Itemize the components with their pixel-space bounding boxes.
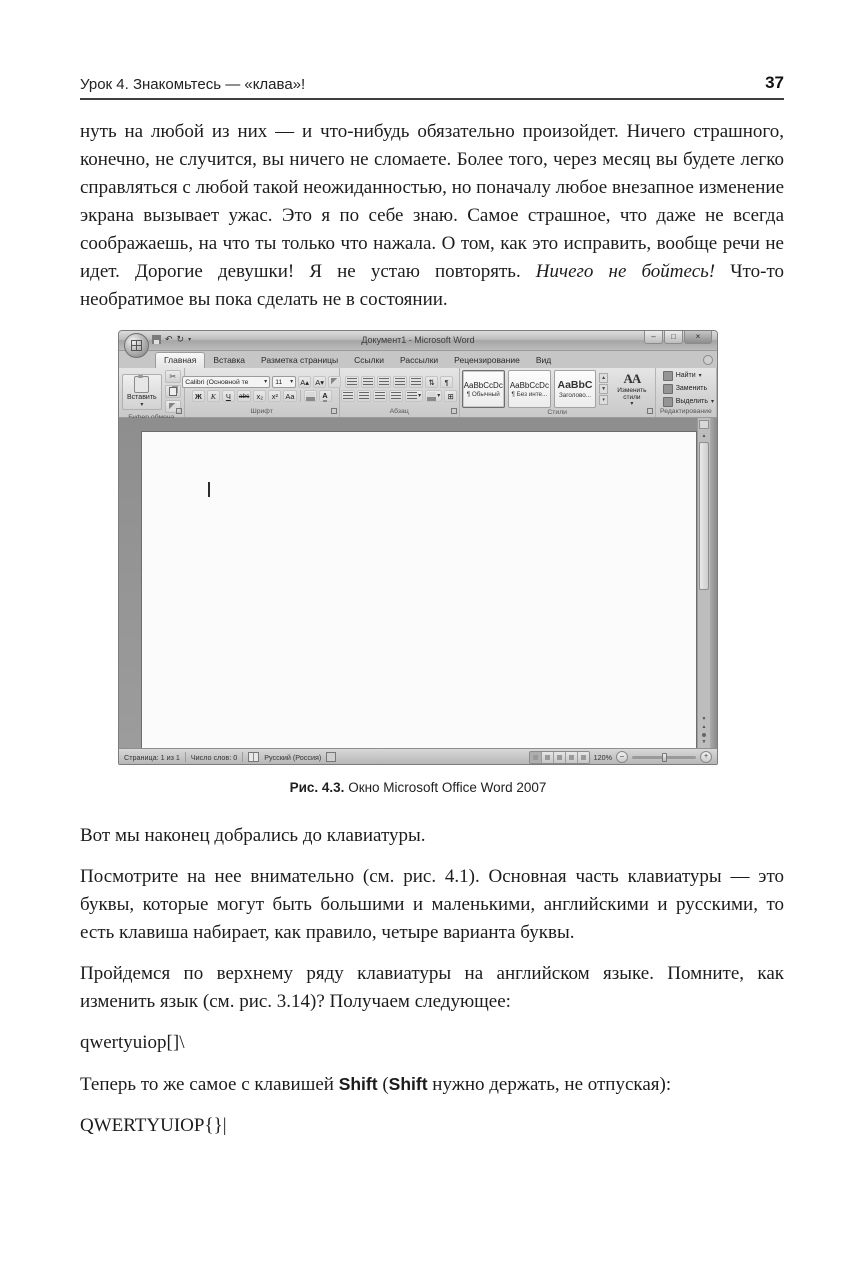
underline-button[interactable]: Ч bbox=[222, 390, 235, 402]
caret-icon: ▾ bbox=[418, 393, 422, 399]
numbered-list-icon bbox=[363, 378, 373, 386]
font-group-label: Шрифт bbox=[250, 408, 273, 415]
paragraph-intro bbox=[80, 118, 784, 314]
caret-icon: ▾ bbox=[264, 379, 268, 385]
paste-clipboard-icon bbox=[134, 376, 149, 393]
ribbon-tab-bar bbox=[119, 351, 717, 368]
replace-icon bbox=[663, 384, 673, 394]
vertical-scrollbar[interactable] bbox=[697, 418, 710, 748]
change-styles-button[interactable] bbox=[611, 371, 653, 408]
decrease-indent-button[interactable] bbox=[393, 376, 407, 388]
align-center-icon bbox=[359, 392, 369, 400]
bold-button[interactable]: Ж bbox=[192, 390, 205, 402]
dialog-launcher-icon[interactable] bbox=[647, 408, 653, 414]
browse-object-icon[interactable] bbox=[702, 733, 706, 737]
style-name: ¶ Обычный bbox=[466, 390, 500, 398]
tab-rassylki[interactable]: Рассылки bbox=[400, 355, 439, 365]
page-header bbox=[80, 73, 784, 100]
justify-icon bbox=[391, 392, 401, 400]
editing-group-label: Редактирование bbox=[659, 408, 712, 415]
caret-icon: ▾ bbox=[290, 379, 294, 385]
scrollbar-bottom-controls bbox=[698, 717, 710, 745]
style-preview: AaBbCcDc bbox=[463, 380, 503, 390]
line-spacing-icon bbox=[407, 392, 417, 400]
view-outline-icon[interactable] bbox=[566, 752, 578, 763]
find-label: Найти bbox=[675, 372, 696, 379]
caret-icon: ▾ bbox=[630, 401, 634, 408]
ribbon-group-editing bbox=[656, 368, 717, 417]
scrollbar-thumb[interactable] bbox=[699, 442, 709, 590]
zoom-in-icon[interactable]: + bbox=[700, 751, 712, 763]
change-styles-label: Изменить стили bbox=[617, 386, 647, 401]
styles-gallery-scroll bbox=[599, 373, 608, 405]
select-button[interactable] bbox=[663, 397, 714, 407]
divider bbox=[242, 752, 243, 762]
caret-icon: ▾ bbox=[437, 393, 441, 399]
ribbon bbox=[119, 368, 717, 418]
macro-icon[interactable] bbox=[326, 752, 336, 762]
outdent-icon bbox=[395, 378, 405, 386]
dialog-launcher-icon[interactable] bbox=[176, 408, 182, 414]
caption-number: Рис. 4.3. bbox=[289, 780, 345, 795]
highlight-icon bbox=[306, 392, 315, 401]
caret-icon: ▾ bbox=[698, 372, 702, 379]
window-title: Документ1 - Microsoft Word bbox=[361, 335, 475, 345]
word-count[interactable]: Число слов: 0 bbox=[190, 752, 238, 762]
style-name: Заголово... bbox=[558, 392, 592, 399]
tab-ssylki[interactable]: Ссылки bbox=[354, 355, 385, 365]
text-run: Что-то необратимое вы пока сделать не в состоянии. bbox=[80, 261, 784, 310]
office-logo-icon bbox=[131, 340, 142, 351]
caret-icon: ▾ bbox=[710, 398, 714, 405]
style-normal[interactable] bbox=[462, 370, 505, 408]
align-right-button[interactable] bbox=[373, 390, 387, 402]
minimize-button[interactable]: – bbox=[644, 331, 663, 344]
scroll-up-icon[interactable]: ▲ bbox=[701, 433, 707, 439]
font-name-value: Calibri (Основной те bbox=[185, 378, 249, 386]
binoculars-icon bbox=[663, 371, 673, 381]
increase-indent-button[interactable] bbox=[409, 376, 423, 388]
gallery-more-icon[interactable]: ▾ bbox=[599, 395, 608, 405]
view-draft-icon[interactable] bbox=[578, 752, 589, 763]
show-marks-button[interactable]: ¶ bbox=[440, 376, 453, 388]
zoom-slider[interactable] bbox=[632, 756, 696, 759]
shift-key-label: Shift bbox=[338, 1074, 378, 1094]
gallery-down-icon[interactable]: ▼ bbox=[599, 384, 608, 394]
numbering-button[interactable] bbox=[361, 376, 375, 388]
multilevel-list-icon bbox=[379, 378, 389, 386]
line-spacing-button[interactable] bbox=[405, 390, 423, 402]
window-edge bbox=[710, 418, 717, 748]
ribbon-group-styles bbox=[460, 368, 656, 417]
indent-icon bbox=[411, 378, 421, 386]
text-run: ( bbox=[377, 1074, 389, 1095]
view-print-layout-icon[interactable] bbox=[530, 752, 542, 763]
eraser-icon bbox=[331, 378, 339, 386]
cut-button[interactable]: ✂ bbox=[165, 370, 181, 383]
paragraph-top-row: Пройдемся по верхнему ряду клавиатуры на английском языке. Помните, как изменить язык (см. рис. 3.14)? Получаем следующее: bbox=[80, 963, 784, 1012]
figure-word-screenshot bbox=[118, 330, 718, 765]
font-color-button[interactable] bbox=[319, 390, 332, 402]
paragraph-group-label: Абзац bbox=[389, 408, 409, 415]
running-head-title: Урок 4. Знакомьтесь — «клава»! bbox=[80, 76, 306, 93]
tab-vid[interactable]: Вид bbox=[535, 355, 552, 365]
align-left-icon bbox=[343, 392, 353, 400]
find-button[interactable] bbox=[663, 371, 702, 381]
shading-button[interactable] bbox=[425, 390, 442, 402]
caption-text: Окно Microsoft Office Word 2007 bbox=[344, 780, 547, 795]
ruler-toggle-icon[interactable] bbox=[699, 420, 709, 429]
book-page bbox=[0, 73, 841, 1140]
text-run: Теперь то же самое с клавишей bbox=[80, 1074, 339, 1095]
shrink-font-button[interactable]: A▾ bbox=[313, 376, 326, 388]
document-area bbox=[119, 418, 717, 748]
bullet-list-icon bbox=[347, 378, 357, 386]
styles-group-label: Стили bbox=[547, 409, 567, 416]
superscript-button[interactable]: x² bbox=[268, 390, 281, 402]
change-case-button[interactable]: Aa bbox=[285, 391, 295, 401]
style-no-spacing[interactable] bbox=[508, 370, 551, 408]
copy-button[interactable] bbox=[165, 385, 181, 398]
page-indicator[interactable]: Страница: 1 из 1 bbox=[124, 752, 180, 762]
tab-vstavka[interactable]: Вставка bbox=[213, 355, 245, 365]
gallery-up-icon[interactable]: ▲ bbox=[599, 373, 608, 383]
paste-button[interactable] bbox=[122, 374, 162, 410]
figure-caption bbox=[118, 780, 718, 795]
font-size-value: 11 bbox=[275, 378, 283, 386]
tab-glavnaya[interactable]: Главная bbox=[155, 352, 205, 368]
shift-key-label: Shift bbox=[388, 1074, 428, 1094]
dialog-launcher-icon[interactable] bbox=[451, 408, 457, 414]
redo-icon[interactable]: ↻ bbox=[176, 334, 185, 344]
align-center-button[interactable] bbox=[357, 390, 371, 402]
text-run: нуть на любой из них — и что-нибудь обязательно произойдет. Ничего страшного, конечно, не случится, вы ничего не сломаете. Более того, через месяц вы будете легко справляться с любой такой неожиданностью, но поначалу любое внезапное изменение экрана вызывает ужас. Это я по себе знаю. Самое страшное, что даже не всегда соображаешь, на что ты только что нажала. О том, как это исправить, вообще речи не идет. Дорогие девушки! Я не устаю повторять. bbox=[80, 121, 784, 282]
strikethrough-button[interactable]: abc bbox=[237, 390, 251, 402]
zoom-out-icon[interactable]: – bbox=[616, 751, 628, 763]
ribbon-group-font bbox=[185, 368, 340, 417]
align-right-icon bbox=[375, 392, 385, 400]
font-color-icon: А bbox=[322, 390, 328, 400]
help-icon[interactable] bbox=[703, 355, 713, 365]
paragraph-keyboard-intro: Вот мы наконец добрались до клавиатуры. bbox=[80, 825, 426, 846]
zoom-level[interactable]: 120% bbox=[593, 752, 612, 762]
maximize-button[interactable]: □ bbox=[664, 331, 683, 344]
paragraph-shift bbox=[80, 1070, 784, 1099]
paragraph-keyboard-detail: Посмотрите на нее внимательно (см. рис. 4.1). Основная часть клавиатуры — это буквы, которые могут быть большими и маленькими, английскими и русскими, то есть клавиша набирает, как правило, четыре варианта буквы. bbox=[80, 866, 784, 943]
qat-dropdown-icon[interactable]: ▾ bbox=[188, 337, 192, 343]
replace-label: Заменить bbox=[675, 385, 708, 392]
divider bbox=[185, 752, 186, 762]
borders-button[interactable]: ⊞ bbox=[444, 390, 457, 402]
scroll-down-icon[interactable]: ▼ bbox=[701, 716, 707, 722]
ribbon-group-clipboard bbox=[119, 368, 185, 417]
select-label: Выделить bbox=[675, 398, 708, 405]
style-name: ¶ Без инте... bbox=[511, 390, 548, 398]
paragraph-qwerty-lower: qwertyuiop[]\ bbox=[80, 1032, 185, 1053]
ribbon-group-paragraph bbox=[340, 368, 460, 417]
highlight-button[interactable] bbox=[304, 390, 317, 402]
style-preview: AaBbCcDc bbox=[509, 380, 549, 390]
dialog-launcher-icon[interactable] bbox=[331, 408, 337, 414]
word-titlebar[interactable] bbox=[119, 331, 717, 351]
text-run: нужно держать, не отпуская): bbox=[427, 1074, 672, 1095]
status-right bbox=[529, 749, 712, 765]
paste-label: Вставить bbox=[127, 393, 157, 401]
shading-icon bbox=[427, 392, 436, 401]
clipboard-small-buttons bbox=[165, 370, 181, 413]
sort-button[interactable]: ⇅ bbox=[425, 376, 438, 388]
previous-page-icon[interactable]: ▲ bbox=[701, 724, 707, 730]
view-switcher bbox=[529, 751, 590, 764]
status-bar bbox=[119, 748, 717, 765]
change-styles-icon: АА bbox=[623, 370, 641, 386]
close-button[interactable]: × bbox=[684, 331, 712, 344]
document-page[interactable] bbox=[141, 431, 697, 748]
text-cursor bbox=[208, 482, 210, 497]
replace-button[interactable] bbox=[663, 384, 707, 394]
italic-button[interactable]: К bbox=[207, 390, 220, 402]
style-preview: AaBbC bbox=[557, 379, 593, 391]
window-controls bbox=[644, 331, 712, 344]
language-indicator[interactable]: Русский (Россия) bbox=[264, 752, 322, 762]
tab-razmetka-stranicy[interactable]: Разметка страницы bbox=[260, 355, 339, 365]
divider bbox=[300, 390, 301, 402]
font-size-select[interactable] bbox=[272, 376, 296, 388]
align-left-button[interactable] bbox=[341, 390, 355, 402]
text-run-italic: Ничего не бойтесь! bbox=[535, 261, 716, 282]
subscript-button[interactable]: x₂ bbox=[253, 390, 266, 402]
grow-font-button[interactable]: A▴ bbox=[298, 376, 311, 388]
spellcheck-icon[interactable] bbox=[248, 752, 259, 762]
font-name-select[interactable] bbox=[182, 376, 270, 388]
word-window bbox=[118, 330, 718, 765]
tab-recenzirovanie[interactable]: Рецензирование bbox=[454, 355, 520, 365]
caret-icon: ▾ bbox=[140, 401, 144, 408]
undo-icon[interactable]: ↶ bbox=[165, 334, 173, 344]
select-icon bbox=[663, 397, 673, 407]
view-fullscreen-icon[interactable] bbox=[542, 752, 554, 763]
copy-icon bbox=[169, 387, 177, 396]
view-web-icon[interactable] bbox=[554, 752, 566, 763]
justify-button[interactable] bbox=[389, 390, 403, 402]
next-page-icon[interactable]: ▼ bbox=[701, 739, 707, 745]
paragraph-qwerty-upper: QWERTYUIOP{}| bbox=[80, 1115, 227, 1136]
style-heading1[interactable] bbox=[554, 370, 596, 408]
multilevel-list-button[interactable] bbox=[377, 376, 391, 388]
page-number: 37 bbox=[765, 73, 784, 92]
office-button[interactable] bbox=[124, 333, 149, 358]
zoom-slider-thumb[interactable] bbox=[662, 753, 667, 762]
bullets-button[interactable] bbox=[345, 376, 359, 388]
